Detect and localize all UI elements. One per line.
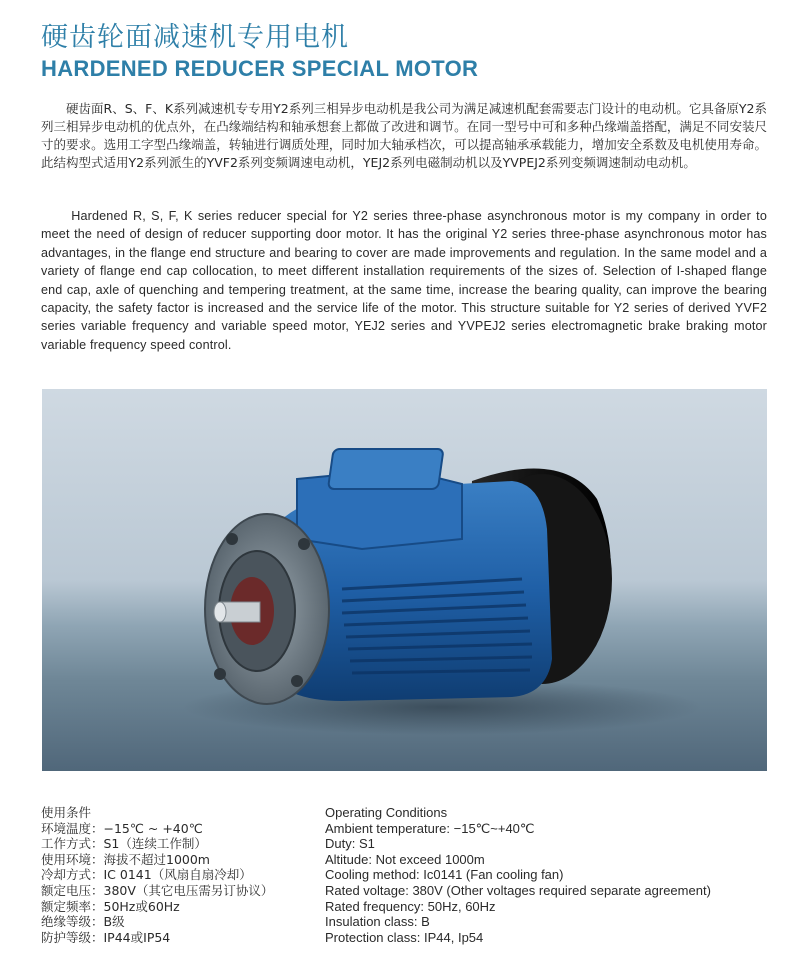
specs-list-en [325, 805, 711, 945]
spec-en-insulation: Insulation class: B [325, 914, 430, 930]
spec-en-cooling: Cooling method: Ic0141 (Fan cooling fan) [325, 867, 564, 883]
spec-en-heading: Operating Conditions [325, 805, 448, 820]
spec-en-voltage: Rated voltage: 380V (Other voltages required separate agreement) [325, 882, 711, 898]
spec-cn-protection: 防护等级：IP44或IP54 [41, 929, 171, 945]
spec-cn-altitude: 使用环境：海拔不超过1000m [41, 851, 210, 867]
spec-en-altitude: Altitude: Not exceed 1000m [325, 851, 485, 867]
spec-cn-insulation: 绝缘等级：B级 [41, 914, 125, 930]
specs-list-cn [41, 805, 273, 945]
page-title-en: HARDENED REDUCER SPECIAL MOTOR [41, 56, 479, 81]
spec-en-ambient-temp: Ambient temperature: −15℃~+40℃ [325, 820, 535, 836]
intro-paragraph-cn: 硬齿面R、S、F、K系列减速机专专用Y2系列三相异步电动机是我公司为满足减速机配套需要志门设计的电动机。它具备原Y2系列三相异步电动机的优点外，在凸缘端结构和轴承想套上都做了改进和调节。在同一型号中可和多种凸缘端盖搭配，满足不同安装尺寸的要求。选用工字型凸缘端盖，转轴进行调质处理，同时加大轴承档次，可以提高轴承承载能力，增加安全系数及电机使用寿命。此结构型式适用Y2系列派生的YVF2系列变频调速电动机，YEJ2系列电磁制动机以及YVPEJ2系列变频调速制动电动机。 [41, 101, 767, 170]
motor-illustration [42, 389, 767, 771]
spec-cn-duty: 工作方式：S1（连续工作制） [41, 836, 207, 852]
spec-cn-frequency: 额定频率：50Hz或60Hz [41, 898, 180, 914]
spec-en-protection: Protection class: IP44, Ip54 [325, 929, 484, 945]
intro-paragraph-en: Hardened R, S, F, K series reducer special for Y2 series three-phase asynchronous motor is my company in order to meet the need of design of reducer supporting door motor. It has the original Y2 series three-phase asynchronous motor has advantages, in the flange end structure and bearing to cover are made improvements and regulation. In the same model and a variety of flange end cap collocation, to meet different installation requirements of the sizes of. Selection of I-shaped flange end cap, axle of quenching and tempering treatment, at the same time, increase the bearing quality, can improve the bearing capacity, the safety factor is increased and the service life of the motor. This structure suitable for Y2 series of derived YVF2 series variable frequency and variable speed motor, YEJ2 series and YVPEJ2 series electromagnetic brake braking motor variable frequency speed control. [41, 209, 767, 352]
spec-cn-cooling: 冷却方式：IC 0141（风扇自扇冷却） [41, 867, 252, 883]
spec-en-duty: Duty: S1 [325, 836, 375, 852]
spec-cn-heading: 使用条件 [41, 805, 92, 820]
motor-photo [42, 389, 767, 771]
spec-cn-voltage: 额定电压：380V（其它电压需另订协议） [41, 882, 274, 898]
spec-cn-ambient-temp: 环境温度：−15℃ ~ +40℃ [41, 820, 203, 836]
page-title-cn: 硬齿轮面减速机专用电机 [41, 22, 349, 53]
spec-en-frequency: Rated frequency: 50Hz, 60Hz [325, 898, 496, 914]
